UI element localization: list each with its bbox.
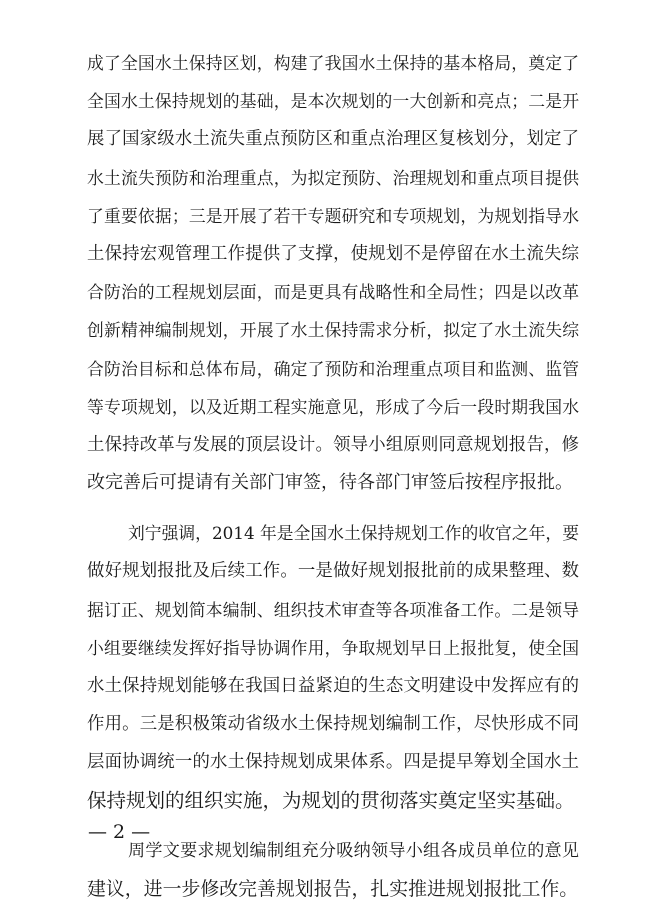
text-line: 展了国家级水土流失重点预防区和重点治理区复核划分，划定了 <box>87 129 579 150</box>
text-line: 层面协调统一的水土保持规划成果体系。四是提早筹划全国水土 <box>87 752 579 773</box>
paragraph-3 <box>87 832 579 908</box>
text-line: 了重要依据；三是开展了若干专题研究和专项规划，为规划指导水 <box>87 205 579 226</box>
text-line: 合防治目标和总体布局，确定了预防和治理重点项目和监测、监管 <box>87 358 579 379</box>
text-line: 土保持宏观管理工作提供了支撑，使规划不是停留在水土流失综 <box>87 243 579 264</box>
page-number: — 2 — <box>88 821 151 843</box>
text-line: 刘宁强调，2014 年是全国水土保持规划工作的收官之年，要 <box>128 523 579 544</box>
text-line: 土保持改革与发展的顶层设计。领导小组原则同意规划报告，修 <box>87 434 579 455</box>
text-line: 成了全国水土保持区划，构建了我国水土保持的基本格局，奠定了 <box>87 53 579 73</box>
text-line: 水土流失预防和治理重点，为拟定预防、治理规划和重点项目提供 <box>87 167 579 188</box>
text-line: 做好规划报批及后续工作。一是做好规划报批前的成果整理、数 <box>87 561 579 582</box>
paragraph-gap <box>87 820 579 832</box>
body-text <box>87 44 579 908</box>
text-line: 据订正、规划简本编制、组织技术审查等各项准备工作。二是领导 <box>87 599 579 620</box>
text-line: 改完善后可提请有关部门审签，待各部门审签后按程序报批。 <box>87 472 573 494</box>
text-line: 全国水土保持规划的基础，是本次规划的一大创新和亮点；二是开 <box>87 91 579 112</box>
text-line: 建议，进一步修改完善规划报告，扎实推进规划报批工作。 <box>87 877 579 900</box>
text-line: 创新精神编制规划，开展了水土保持需求分析，拟定了水土流失综 <box>87 320 579 341</box>
text-line: 保持规划的组织实施，为规划的贯彻落实奠定坚实基础。 <box>87 788 575 812</box>
text-line: 合防治的工程规划层面，而是更具有战略性和全局性；四是以改革 <box>87 282 579 303</box>
text-line: 水土保持规划能够在我国日益紧迫的生态文明建设中发挥应有的 <box>87 676 579 696</box>
paragraph-1 <box>87 44 579 502</box>
text-line: 小组要继续发挥好指导协调作用，争取规划早日上报批复，使全国 <box>87 637 579 658</box>
text-line: 等专项规划，以及近期工程实施意见，形成了今后一段时期我国水 <box>87 396 579 417</box>
paragraph-2 <box>87 514 579 820</box>
text-line: 周学文要求规划编制组充分吸纳领导小组各成员单位的意见 <box>128 840 579 861</box>
text-line: 作用。三是积极策动省级水土保持规划编制工作，尽快形成不同 <box>87 714 579 735</box>
paragraph-gap <box>87 502 579 514</box>
